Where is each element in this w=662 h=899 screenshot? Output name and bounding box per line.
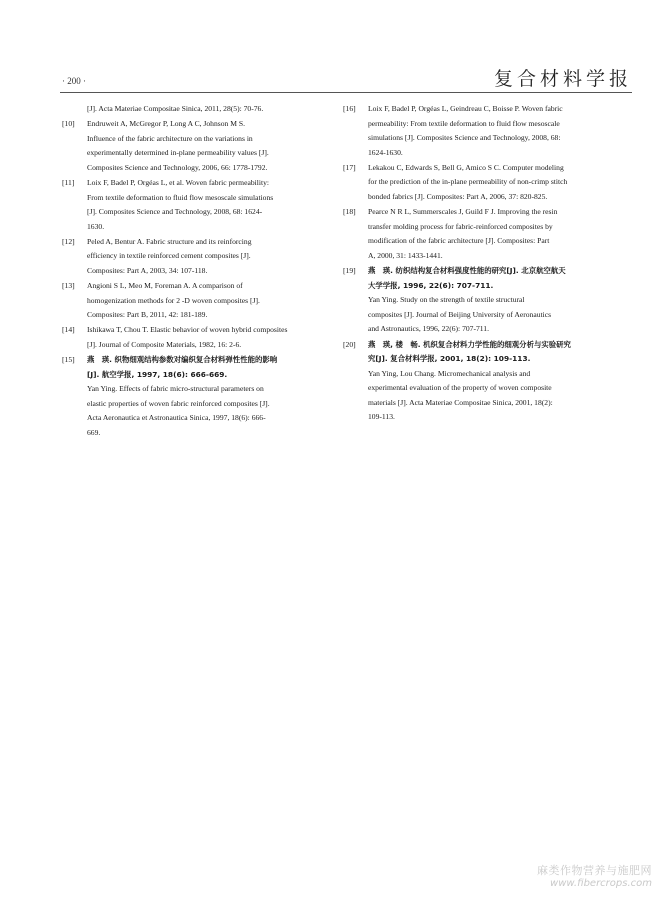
reference-number: [11]: [62, 177, 75, 187]
reference-item: [62, 323, 322, 352]
reference-line: Lekakou C, Edwards S, Bell G, Amico S C. Computer modeling: [368, 162, 564, 172]
reference-line: permeability: From textile deformation to fluid flow mesoscale: [368, 118, 560, 128]
reference-line: Yan Ying. Study on the strength of textile structural: [368, 295, 525, 305]
reference-line-cn: 燕 瑛. 织物细观结构参数对编织复合材料弹性性能的影响: [87, 355, 278, 365]
reference-line: composites [J]. Journal of Beijing University of Aeronautics: [368, 309, 552, 319]
reference-line: 1624-1630.: [368, 147, 403, 157]
reference-text: [87, 279, 322, 323]
header-rule: [60, 92, 632, 93]
reference-text: [368, 161, 601, 205]
reference-number: [16]: [343, 104, 356, 113]
reference-line-cn: 燕 瑛, 楼 畅. 机织复合材料力学性能的细观分析与实验研究: [368, 339, 571, 349]
reference-item: [343, 264, 601, 337]
reference-line: transfer molding process for fabric-reinforced composites by: [368, 221, 553, 231]
reference-number: [10]: [62, 119, 75, 129]
reference-line: Peled A, Bentur A. Fabric structure and its reinforcing: [87, 236, 252, 246]
reference-number: [13]: [62, 281, 75, 291]
journal-title: 复合材料学报: [493, 68, 632, 90]
reference-item: [62, 235, 322, 279]
reference-line: materials [J]. Acta Materiae Compositae Sinica, 2001, 18(2):: [368, 397, 553, 407]
watermark-text: 麻类作物营养与施肥网: [537, 864, 652, 877]
reference-line: 1630.: [87, 221, 105, 231]
reference-line: experimental evaluation of the property of woven composite: [368, 383, 552, 393]
page-number: · 200 ·: [62, 76, 86, 86]
reference-line: [J]. Journal of Composite Materials, 1982, 16: 2-6.: [87, 340, 242, 349]
reference-item: [62, 279, 322, 323]
reference-line-cn: 究[J]. 复合材料学报, 2001, 18(2): 109-113.: [368, 354, 531, 364]
reference-text: [87, 102, 322, 117]
reference-line: Loix F, Badel P, Orgéas L, et al. Woven fabric permeability:: [87, 177, 269, 187]
reference-number: [20]: [343, 339, 356, 349]
reference-line: Endruweit A, McGregor P, Long A C, Johnson M S.: [87, 119, 245, 129]
reference-line: [J]. Acta Materiae Compositae Sinica, 2011, 28(5): 70-76.: [87, 104, 264, 113]
reference-text: [368, 205, 601, 263]
reference-line: for the prediction of the in-plane permeability of non-crimp stitch: [368, 177, 568, 187]
reference-text: [87, 353, 322, 441]
reference-number: [19]: [343, 266, 356, 276]
reference-line: A, 2000, 31: 1433-1441.: [368, 250, 443, 260]
reference-line: Yan Ying, Lou Chang. Micromechanical analysis and: [368, 368, 531, 378]
reference-line: Composites: Part B, 2011, 42: 181-189.: [87, 310, 208, 320]
reference-text: [368, 264, 601, 337]
reference-line: Angioni S L, Meo M, Foreman A. A comparison of: [87, 281, 243, 291]
references-left-column: [62, 102, 322, 441]
reference-item: [62, 102, 322, 117]
reference-line-cn: 燕 瑛. 纺织结构复合材料强度性能的研究[J]. 北京航空航天: [368, 266, 566, 276]
reference-number: [12]: [62, 236, 75, 246]
reference-item: [62, 176, 322, 234]
reference-item: [62, 117, 322, 175]
reference-line: 669.: [87, 428, 101, 438]
watermark: [537, 862, 652, 889]
reference-line: experimentally determined in-plane permeability values [J].: [87, 148, 269, 158]
reference-line: homogenization methods for 2 -D woven composites [J].: [87, 295, 260, 305]
watermark-url: www.fibercrops.com: [550, 878, 652, 889]
reference-line: simulations [J]. Composites Science and Technology, 2008, 68:: [368, 133, 561, 143]
reference-line: Influence of the fabric architecture on the variations in: [87, 133, 253, 143]
reference-line: Yan Ying. Effects of fabric micro-structural parameters on: [87, 384, 264, 394]
reference-text: [87, 176, 322, 234]
reference-line: bonded fabrics [J]. Composites: Part A, 2006, 37: 820-825.: [368, 192, 548, 202]
reference-line: Acta Aeronautica et Astronautica Sinica, 1997, 18(6): 666-: [87, 413, 266, 423]
reference-number: [18]: [343, 207, 356, 217]
reference-number: [15]: [62, 355, 75, 365]
reference-number: [17]: [343, 162, 356, 172]
references-right-column: [343, 102, 601, 426]
reference-item: [343, 161, 601, 205]
reference-line: Pearce N R L, Summerscales J, Guild F J. Improving the resin: [368, 207, 558, 217]
reference-line: modification of the fabric architecture [J]. Composites: Part: [368, 236, 550, 246]
reference-item: [343, 102, 601, 160]
reference-line: efficiency in textile reinforced cement composites [J].: [87, 251, 251, 261]
reference-line-cn: [J]. 航空学报, 1997, 18(6): 666-669.: [87, 369, 228, 379]
reference-text: [368, 338, 601, 426]
reference-line: Composites Science and Technology, 2006, 66: 1778-1792.: [87, 162, 268, 172]
reference-line: From textile deformation to fluid flow mesoscale simulations: [87, 192, 274, 202]
reference-number: [14]: [62, 325, 75, 335]
reference-item: [343, 205, 601, 263]
reference-line: Ishikawa T, Chou T. Elastic behavior of woven hybrid composites: [87, 325, 288, 335]
reference-line: [J]. Composites Science and Technology, 2008, 68: 1624-: [87, 207, 263, 217]
reference-text: [87, 323, 322, 352]
reference-line: elastic properties of woven fabric reinforced composites [J].: [87, 398, 270, 408]
reference-text: [368, 102, 601, 160]
reference-text: [87, 117, 322, 175]
reference-line: Loix F, Badel P, Orgéas L, Geindreau C, Boisse P. Woven fabric: [368, 104, 563, 113]
reference-line: 109-113.: [368, 412, 395, 422]
reference-line: and Astronautics, 1996, 22(6): 707-711.: [368, 324, 489, 334]
reference-item: [343, 338, 601, 426]
reference-line-cn: 大学学报, 1996, 22(6): 707-711.: [368, 280, 494, 290]
reference-text: [87, 235, 322, 279]
reference-line: Composites: Part A, 2003, 34: 107-118.: [87, 266, 208, 276]
reference-item: [62, 353, 322, 441]
